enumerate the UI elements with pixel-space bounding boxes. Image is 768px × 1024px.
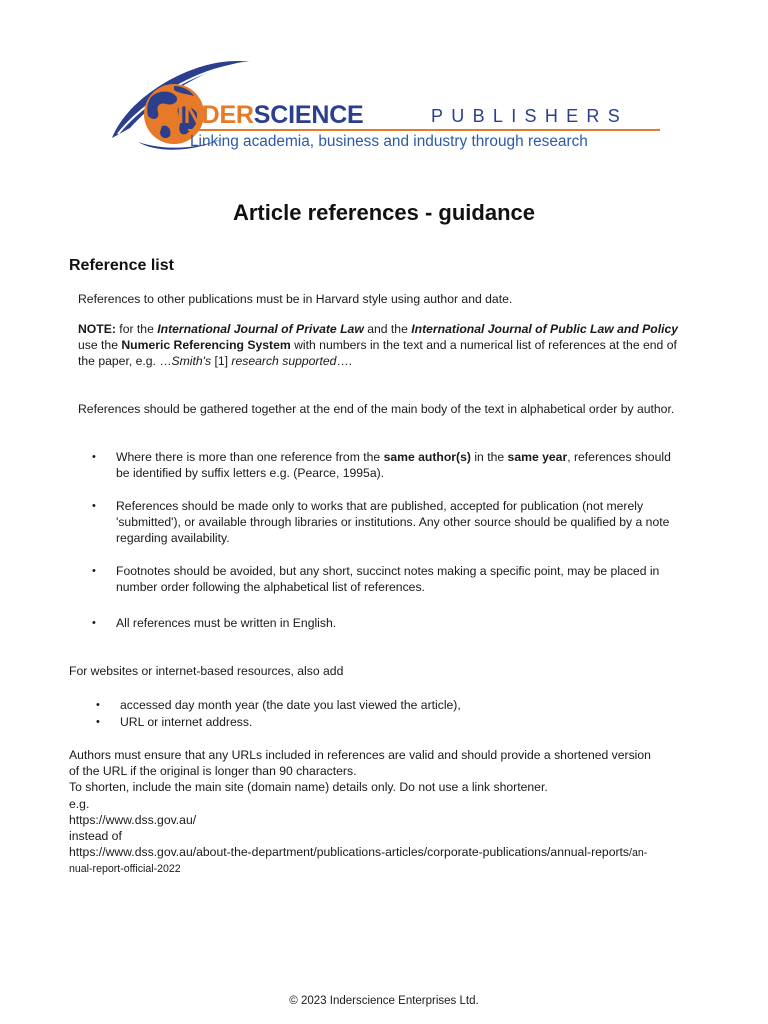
brand-name <box>177 103 364 128</box>
brand-name-part2: SCIENCE <box>253 101 364 129</box>
instead-of-label: instead of <box>69 829 122 844</box>
url-guidance-line: To shorten, include the main site (domain name) details only. Do not use a link shortener. <box>69 780 548 795</box>
long-url-example <box>69 844 709 861</box>
long-url-part: /an- <box>629 847 648 860</box>
example-author: Smith's <box>171 354 212 369</box>
bullet-icon: • <box>96 699 100 711</box>
long-url-continuation: nual-report-official-2022 <box>69 863 181 876</box>
emphasis-same-year: same year <box>507 450 568 464</box>
url-guidance <box>69 747 709 878</box>
note-label: NOTE: <box>78 322 116 336</box>
example-text: research supported <box>231 354 337 369</box>
numeric-system: Numeric Referencing System <box>121 338 291 353</box>
bullet-icon: • <box>96 716 100 728</box>
note-paragraph <box>78 321 690 370</box>
list-item-text: Footnotes should be avoided, but any short, succinct notes making a specific point, may be placed in number order following the alphabetical list of references. <box>116 564 660 595</box>
brand-name-part1: INDER <box>177 101 254 129</box>
url-guidance-line: of the URL if the original is longer than 90 characters. <box>69 764 357 779</box>
section-heading: Reference list <box>69 257 174 274</box>
note-text: and the <box>363 322 412 336</box>
intro-paragraph: References to other publications must be in Harvard style using author and date. <box>78 292 513 306</box>
example-label: e.g. <box>69 796 90 811</box>
bullet-icon: • <box>92 451 96 463</box>
list-item-text: accessed day month year (the date you last viewed the article), <box>120 698 461 712</box>
bullet-icon: • <box>92 617 96 629</box>
journal-public-law: International Journal of Public Law and Policy <box>411 322 679 336</box>
bullet-icon: • <box>92 500 96 512</box>
websites-intro: For websites or internet-based resources, also add <box>69 664 344 678</box>
brand-tagline: Linking academia, business and industry through research <box>190 133 588 150</box>
journal-private-law: International Journal of Private Law <box>157 322 364 336</box>
bullet-icon: • <box>92 565 96 577</box>
short-url-example: https://www.dss.gov.au/ <box>69 812 197 827</box>
page-title: Article references - guidance <box>232 200 535 225</box>
note-text: with numbers in the text and a numerical list of references at the end of the paper, e.g. … <box>78 338 677 369</box>
emphasis-same-author: same author(s) <box>383 450 471 464</box>
list-item-text: Where there is more than one reference from the same author(s) in the same year, references should be identified by suffix letters e.g. (Pearce, 1995a). <box>116 450 671 481</box>
list-item-text: References should be made only to works that are published, accepted for publication (not merely 'submitted'), or available through libraries or institutions. Any other source should be qualified by a note regarding availability. <box>116 499 670 546</box>
publisher-logo <box>108 56 668 166</box>
list-item-text: URL or internet address. <box>120 715 253 729</box>
copyright-footer: © 2023 Inderscience Enterprises Ltd. <box>289 995 479 1007</box>
brand-suffix: PUBLISHERS <box>431 106 629 126</box>
list-item-text: All references must be written in English. <box>116 616 337 630</box>
note-text: use the <box>78 338 122 353</box>
long-url-part: https://www.dss.gov.au/about-the-department/publications-articles/corporate-publications/annual-reports <box>69 845 630 860</box>
brand-divider <box>188 129 660 131</box>
note-text: for the <box>115 322 158 336</box>
gathered-paragraph: References should be gathered together at the end of the main body of the text in alphabetical order by author. <box>78 402 675 416</box>
example-number: [1] <box>211 354 232 369</box>
example-ellipsis: …. <box>336 354 353 369</box>
url-guidance-line: Authors must ensure that any URLs included in references are valid and should provide a shortened version <box>69 748 651 762</box>
